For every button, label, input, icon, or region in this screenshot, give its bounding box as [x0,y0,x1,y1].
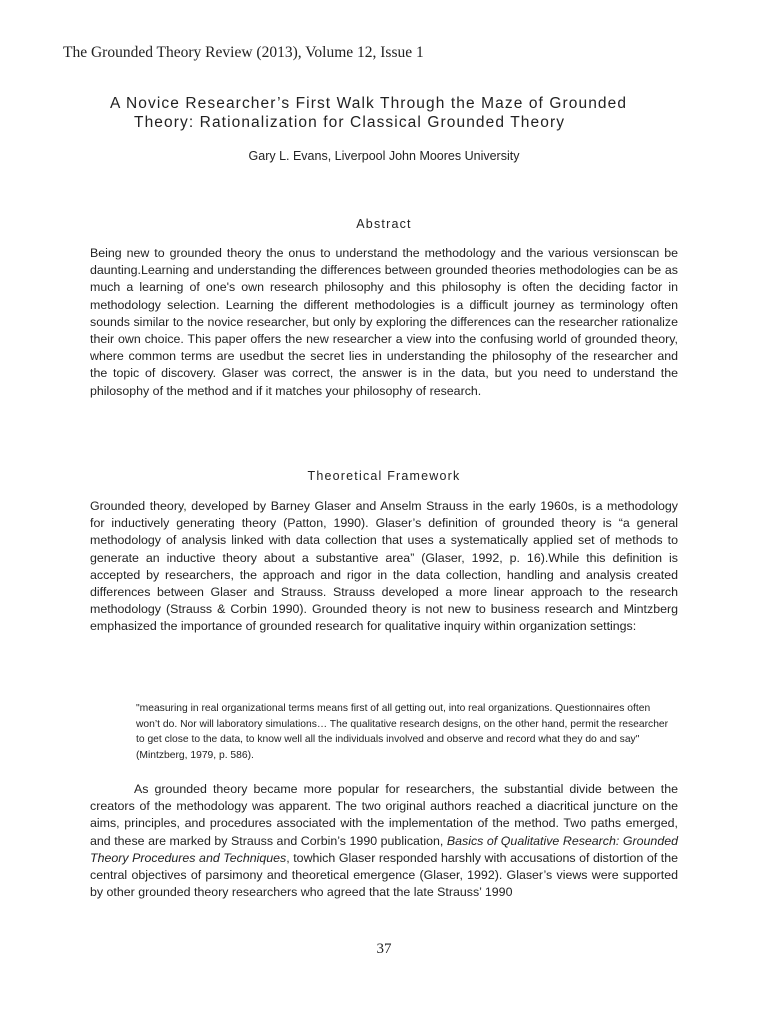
book-title-italic: Basics of Qualitative Research: Grounded Theory Procedures and Techniques [90,833,678,865]
block-quote: "measuring in real organizational terms means first of all getting out, into real organizations. Questionnaires often won’t do. Nor will laboratory simulations… The qualitative research designs, on the other hand, permit the researcher to get close to the data, to know well all the individuals involved and observe and record what they do and say" (Mintzberg, 1979, p. 586). [136,703,669,762]
paper-title-line-2: Theory: Rationalization for Classical Grounded Theory [134,114,566,131]
paper-title [110,94,710,132]
body-paragraph-2 [90,781,678,901]
body-paragraph-1: Grounded theory, developed by Barney Glaser and Anselm Strauss in the early 1960s, is a methodology for inductively generating theory (Patton, 1990). Glaser’s definition of grounded theory is “a general methodology of analysis linked with data collection that uses a systematically applied set of methods to generate an inductive theory about a substantive area” (Glaser, 1992, p. 16).While this definition is accepted by researchers, the approach and rigor in the data collection, handling and analysis created differences between Glaser and Strauss. Strauss developed a more linear approach to the research methodology (Strauss & Corbin 1990). Grounded theory is not new to business research and Mintzberg emphasized the importance of grounded research for qualitative inquiry within organization settings: [90,499,678,634]
paper-title-line-1: A Novice Researcher’s First Walk Through the Maze of Grounded [110,95,628,112]
author-line: Gary L. Evans, Liverpool John Moores University [248,149,520,163]
body-paragraph-2-text-b: , towhich Glaser responded harshly with accusations of distortion of the central objectives of parsimony and theoretical emergence (Glaser, 1992). Glaser’s views were supported by other grounded theory researchers who agreed that the late Strauss’ 1990 [90,850,678,900]
body-paragraph-2-text-a: As grounded theory became more popular for researchers, the substantial divide between the creators of the methodology was apparent. The two original authors reached a diacritical juncture on the aims, principles, and procedures associated with the implementation of the method. Two paths emerged, and these are marked by Strauss and Corbin’s 1990 publication, [90,782,678,848]
running-head: The Grounded Theory Review (2013), Volume 12, Issue 1 [63,44,424,61]
section-heading-theoretical-framework: Theoretical Framework [307,469,461,483]
page-number: 37 [376,941,392,957]
abstract-heading: Abstract [356,217,412,231]
abstract-paragraph: Being new to grounded theory the onus to understand the methodology and the various versionscan be daunting.Learning and understanding the differences between grounded theories methodologies can be as much a learning of one's own research philosophy and this philosophy is often the deciding factor in methodology selection. Learning the different methodologies is a difficult journey as terminology often sounds similar to the novice researcher, but only by exploring the differences can the researcher rationalize their own choice. This paper offers the new researcher a view into the confusing world of grounded theory, where common terms are usedbut the secret lies in understanding the philosophy of the researcher and the topic of discovery. Glaser was correct, the answer is in the data, but you need to understand the philosophy of the method and if it matches your philosophy of research. [90,246,678,398]
